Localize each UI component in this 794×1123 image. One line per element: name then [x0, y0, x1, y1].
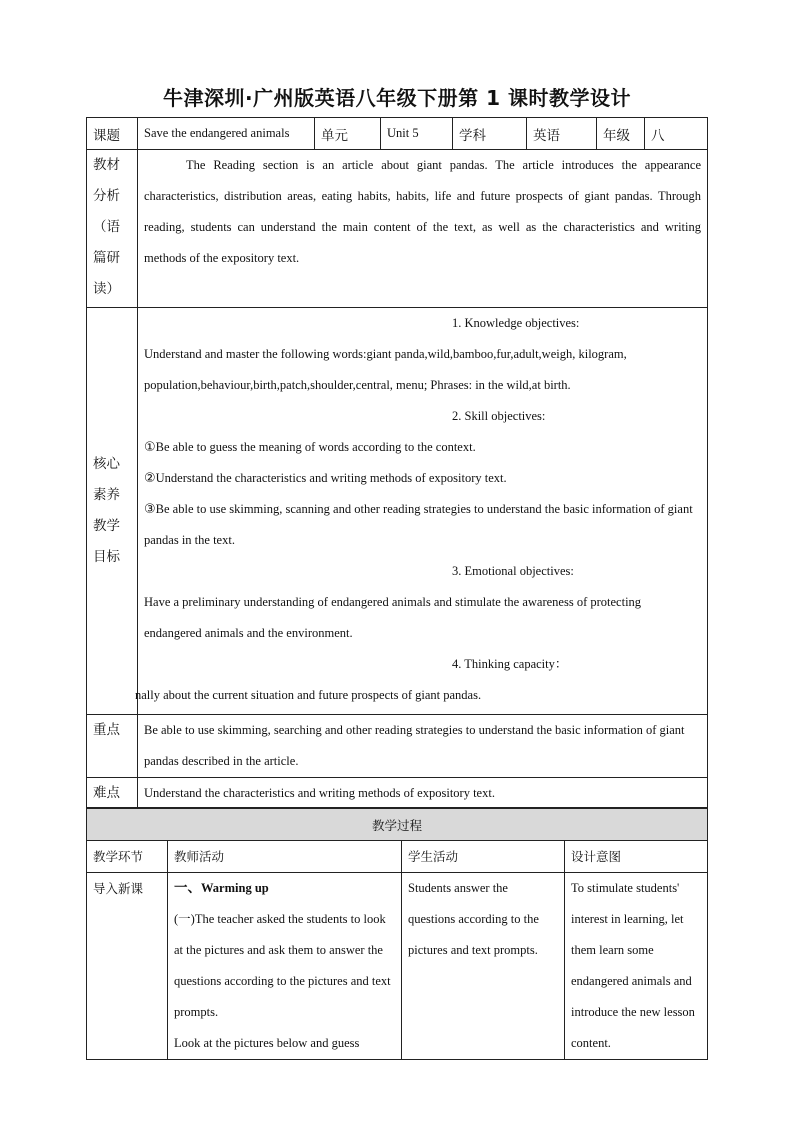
- core-objectives-row: [87, 308, 708, 715]
- column-header-intent: 设计意图: [565, 841, 708, 873]
- info-row: [87, 118, 708, 150]
- heading-text: Warming up: [201, 881, 269, 895]
- knowledge-heading: 1. Knowledge objectives:: [452, 316, 580, 330]
- key-points-label: 重点: [87, 715, 138, 778]
- key-points-text: Be able to use skimming, searching and other reading strategies to understand the basic information of giant pandas described in the article.: [138, 715, 708, 778]
- skill-item: [144, 432, 701, 463]
- student-activity-cell: Students answer the questions according to the pictures and text prompts.: [402, 873, 565, 1060]
- subject-label: 学科: [453, 118, 527, 150]
- label-line: 读）: [93, 281, 120, 297]
- column-header-stage: 教学环节: [87, 841, 168, 873]
- document-title: 牛津深圳·广州版英语八年级下册第 1 课时教学设计: [163, 86, 631, 110]
- process-section-title: 教学过程: [87, 808, 708, 841]
- unit-label: 单元: [315, 118, 381, 150]
- textbook-analysis-row: [87, 150, 708, 308]
- textbook-analysis-label: [87, 150, 138, 308]
- column-header-student: 学生活动: [402, 841, 565, 873]
- teacher-line: (一)The teacher asked the students to look at the pictures and ask them to answer the questions according to the pictures and text prompts.: [174, 912, 391, 1019]
- textbook-analysis-text: The Reading section is an article about giant pandas. The article introduces the appearance characteristics, distribution areas, eating habits, habits, life and future prospects of giant pandas. Through reading, students can understand the main content of the text, as well as the characteristics and writing methods of the expository text.: [138, 150, 708, 308]
- thinking-text: nally about the current situation and future prospects of giant pandas.: [135, 688, 482, 702]
- item-marker: ①: [144, 440, 156, 455]
- label-line: 教学: [93, 518, 120, 534]
- process-row: [87, 873, 708, 1060]
- design-intent-cell: To stimulate students' interest in learning, let them learn some endangered animals and introduce the new lesson content.: [565, 873, 708, 1060]
- stage-cell: 导入新课: [87, 873, 168, 1060]
- lesson-info-table: [86, 117, 708, 810]
- label-line: 素养: [93, 487, 120, 503]
- grade-label: 年级: [597, 118, 645, 150]
- teaching-process-table: [86, 807, 708, 1060]
- topic-value: Save the endangered animals: [138, 118, 315, 150]
- label-line: 核心: [93, 456, 120, 472]
- key-points-row: [87, 715, 708, 778]
- process-column-headers: [87, 841, 708, 873]
- emotional-heading: 3. Emotional objectives:: [452, 564, 574, 578]
- difficult-points-label: 难点: [87, 778, 138, 810]
- heading-prefix: 一、: [174, 880, 201, 896]
- skill-text: Understand the characteristics and writing methods of expository text.: [155, 471, 507, 485]
- process-section-header: [87, 808, 708, 841]
- skill-heading: 2. Skill objectives:: [452, 409, 546, 423]
- skill-text: Be able to use skimming, scanning and other reading strategies to understand the basic information of giant pandas in the text.: [144, 502, 693, 547]
- label-line: （语: [93, 219, 120, 235]
- item-marker: ②: [144, 471, 156, 486]
- label-line: 目标: [93, 549, 120, 565]
- thinking-heading: 4. Thinking capacity：: [452, 657, 568, 671]
- topic-label: 课题: [87, 118, 138, 150]
- difficult-points-text: Understand the characteristics and writing methods of expository text.: [138, 778, 708, 810]
- teacher-activity-cell: [168, 873, 402, 1060]
- core-objectives-content: [135, 308, 708, 715]
- teacher-heading: [174, 873, 395, 904]
- knowledge-text: Understand and master the following words:giant panda,wild,bamboo,fur,adult,weigh, kilogram, population,behaviour,birth,patch,shoulder,central, menu; Phrases: in the wild,at birth.: [144, 347, 627, 392]
- unit-value: Unit 5: [381, 118, 453, 150]
- column-header-teacher: 教师活动: [168, 841, 402, 873]
- skill-text: Be able to guess the meaning of words according to the context.: [155, 440, 476, 454]
- skill-item: [144, 494, 701, 556]
- label-line: 篇研: [93, 250, 120, 266]
- subject-value: 英语: [527, 118, 597, 150]
- emotional-text: Have a preliminary understanding of endangered animals and stimulate the awareness of protecting endangered animals and the environment.: [144, 595, 642, 640]
- grade-value: 八: [645, 118, 708, 150]
- core-objectives-label: [87, 308, 138, 715]
- label-line: 教材: [93, 157, 120, 173]
- skill-item: [144, 463, 701, 494]
- difficult-points-row: [87, 778, 708, 810]
- item-marker: ③: [144, 502, 156, 517]
- label-line: 分析: [93, 188, 120, 204]
- teacher-line: Look at the pictures below and guess: [174, 1036, 360, 1050]
